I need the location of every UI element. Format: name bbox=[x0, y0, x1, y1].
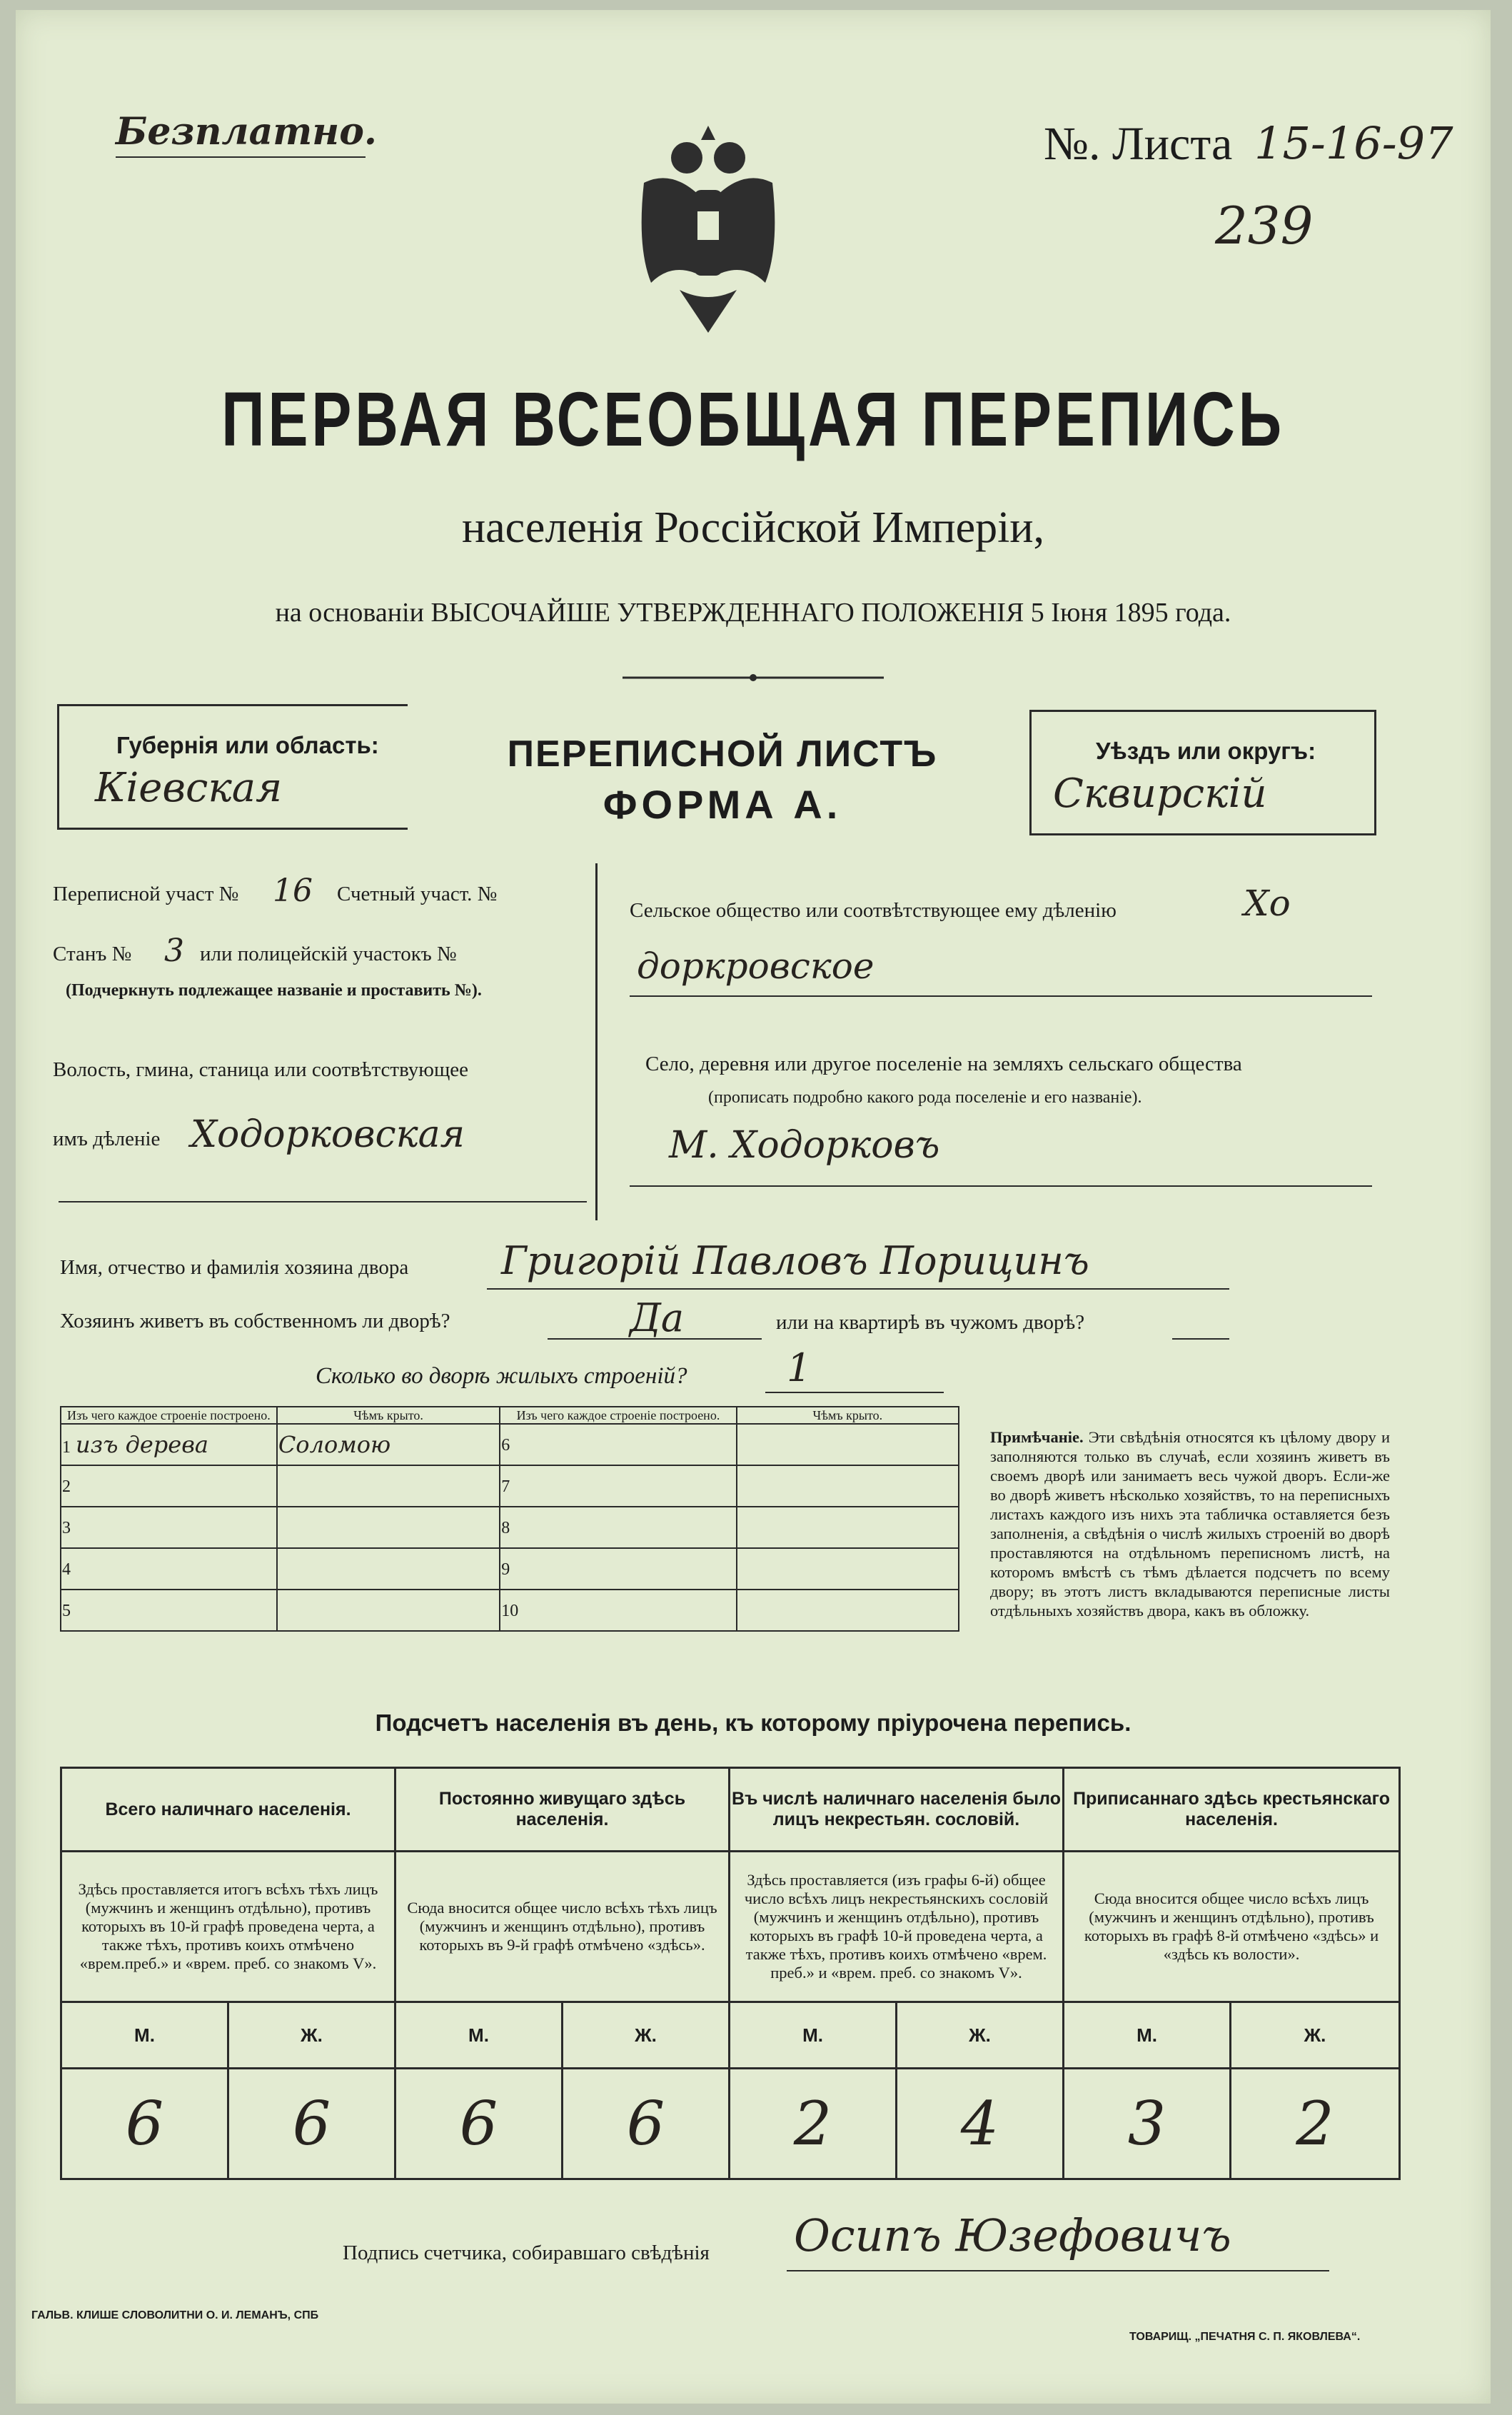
page-subtitle: населенія Россійской Имперіи, bbox=[461, 503, 1045, 552]
row-number: 10 bbox=[501, 1602, 519, 1620]
roof-cell bbox=[737, 1465, 959, 1507]
schetny-label: Счетный участ. № bbox=[337, 883, 498, 905]
count-col-2-header: Постоянно живущаго здѣсь населенія. bbox=[395, 1768, 730, 1852]
gubernia-value: Кіевская bbox=[95, 765, 283, 811]
ornament-divider bbox=[623, 674, 884, 681]
count-col-4-header: Приписаннаго здѣсь крестьянскаго населенія. bbox=[1064, 1768, 1400, 1852]
zh-label: Ж. bbox=[228, 2002, 395, 2069]
col-roof-header-right: Чѣмъ крыто. bbox=[737, 1407, 959, 1424]
note-text: Эти свѣдѣнія относятся къ цѣлому двору и заполняются только въ случаѣ, если хозяинъ живетъ въ своемъ дворѣ или занимаетъ весь чужой дворъ. Если-же во дворѣ живетъ нѣсколько хозяйствъ, то на переписныхъ листахъ каждого изъ нихъ эта табличка оставляется безъ заполненія, а свѣдѣнія о числѣ жилыхъ строеній во дворѣ проставляются на отдѣльномъ переписномъ листѣ, на которомъ вмѣстѣ съ тѣмъ дѣлается подсчетъ по всему двору; въ этотъ листъ вкладываются переписные листы отдѣльныхъ хозяйствъ двора, какъ въ обложку. bbox=[990, 1428, 1390, 1620]
roof-cell bbox=[737, 1590, 959, 1631]
uezd-box bbox=[1029, 710, 1376, 835]
material-value: изъ дерева bbox=[76, 1431, 208, 1458]
row-number: 7 bbox=[501, 1477, 510, 1496]
page-title: ПЕРВАЯ ВСЕОБЩАЯ ПЕРЕПИСЬ bbox=[221, 376, 1285, 462]
society-value-2: доркровское bbox=[637, 945, 875, 987]
signature-value: Осипъ Юзефовичъ bbox=[794, 2209, 1231, 2261]
society-value-1: Хо bbox=[1244, 883, 1291, 924]
m-label: М. bbox=[1064, 2002, 1231, 2069]
table-row bbox=[61, 1548, 959, 1590]
buildings-value: 1 bbox=[787, 1345, 812, 1390]
row-number: 4 bbox=[62, 1560, 71, 1579]
owner-rent-underline bbox=[1172, 1338, 1229, 1340]
row-number: 1 bbox=[62, 1438, 71, 1457]
roof-cell bbox=[737, 1507, 959, 1548]
village-note: (прописать подробно какого рода поселеніе и его названіе). bbox=[708, 1088, 1142, 1107]
count-col-3-desc: Здѣсь проставляется (изъ графы 6-й) общее число всѣхъ лицъ некрестьянскихъ сословій (мужчинъ и женщинъ отдѣльно), противъ которыхъ въ графѣ 10-й проведена черта, а также тѣхъ, противъ коихъ отмѣчено «врем. преб.» и «врем. преб. со знакомъ V». bbox=[730, 1852, 1064, 2002]
count-col-3-zh: 4 bbox=[897, 2069, 1064, 2179]
count-col-4-zh: 2 bbox=[1231, 2069, 1400, 2179]
m-label: М. bbox=[395, 2002, 563, 2069]
free-label: Безплатно. bbox=[116, 110, 377, 154]
sheet-number-label: №. Листа bbox=[1044, 118, 1233, 170]
zh-label: Ж. bbox=[563, 2002, 730, 2069]
roof-cell bbox=[737, 1548, 959, 1590]
uchastok-value: 16 bbox=[273, 873, 313, 909]
note-title: Примѣчаніе. bbox=[990, 1428, 1084, 1446]
free-underline bbox=[116, 156, 366, 158]
legal-basis: на основаніи ВЫСОЧАЙШЕ УТВЕРЖДЕННАГО ПОЛОЖЕНІЯ 5 Іюня 1895 года. bbox=[275, 598, 1231, 628]
form-subtitle: ФОРМА А. bbox=[603, 782, 842, 827]
village-label: Село, деревня или другое поселеніе на земляхъ сельскаго общества bbox=[645, 1053, 1242, 1075]
count-col-3-m: 2 bbox=[730, 2069, 897, 2179]
row-number: 9 bbox=[501, 1560, 510, 1579]
table-row bbox=[61, 1507, 959, 1548]
village-value: М. Ходорковъ bbox=[669, 1124, 940, 1167]
stan-label: Станъ № bbox=[53, 943, 132, 965]
underline-note: (Подчеркнуть подлежащее названіе и проставить №). bbox=[66, 981, 482, 1000]
table-row bbox=[61, 1465, 959, 1507]
roof-cell bbox=[277, 1507, 500, 1548]
buildings-underline bbox=[765, 1392, 944, 1393]
owner-lives-value: Да bbox=[630, 1295, 685, 1340]
m-label: М. bbox=[730, 2002, 897, 2069]
buildings-label: Сколько во дворѣ жилыхъ строеній? bbox=[316, 1363, 687, 1389]
roof-cell bbox=[737, 1424, 959, 1465]
count-col-1-header: Всего наличнаго населенія. bbox=[61, 1768, 395, 1852]
row-number: 3 bbox=[62, 1519, 71, 1537]
stan-value: 3 bbox=[164, 933, 184, 969]
uchastok-label: Переписной участ № bbox=[53, 883, 239, 905]
village-underline bbox=[630, 1185, 1372, 1187]
volost-underline bbox=[59, 1201, 587, 1203]
count-col-2-zh: 6 bbox=[563, 2069, 730, 2179]
printer-right: ТОВАРИЩ. „ПЕЧАТНЯ С. П. ЯКОВЛЕВА“. bbox=[1129, 2331, 1361, 2343]
row-number: 8 bbox=[501, 1519, 510, 1537]
census-sheet bbox=[16, 10, 1491, 2404]
owner-name-underline bbox=[487, 1288, 1229, 1290]
col-roof-header-left: Чѣмъ крыто. bbox=[277, 1407, 500, 1424]
sheet-number-second: 239 bbox=[1215, 196, 1314, 256]
col-material-header-left: Изъ чего каждое строеніе построено. bbox=[61, 1407, 277, 1424]
roof-cell bbox=[277, 1465, 500, 1507]
table-row bbox=[61, 1424, 959, 1465]
column-divider bbox=[595, 863, 598, 1220]
zh-label: Ж. bbox=[897, 2002, 1064, 2069]
police-label: или полицейскій участокъ № bbox=[200, 943, 457, 965]
signature-label: Подпись счетчика, собиравшаго свѣдѣнія bbox=[343, 2241, 710, 2264]
col-material-header-right: Изъ чего каждое строеніе построено. bbox=[500, 1407, 736, 1424]
count-col-1-desc: Здѣсь проставляется итогъ всѣхъ тѣхъ лицъ (мужчинъ и женщинъ отдѣльно), противъ которыхъ въ 10-й графѣ проведена черта, а также тѣхъ, противъ коихъ отмѣчено «врем.преб.» и «врем. преб. со знакомъ V». bbox=[61, 1852, 395, 2002]
count-col-1-zh: 6 bbox=[228, 2069, 395, 2179]
count-col-2-m: 6 bbox=[395, 2069, 563, 2179]
row-number: 2 bbox=[62, 1477, 71, 1496]
owner-lives-underline bbox=[548, 1338, 762, 1340]
count-col-4-m: 3 bbox=[1064, 2069, 1231, 2179]
count-col-4-desc: Сюда вносится общее число всѣхъ лицъ (мужчинъ и женщинъ отдѣльно), противъ которыхъ въ графѣ 8-й отмѣчено «здѣсь» и «здѣсь къ волости». bbox=[1064, 1852, 1400, 2002]
roof-value: Соломою bbox=[277, 1424, 500, 1465]
count-col-1-m: 6 bbox=[61, 2069, 228, 2179]
sheet-number-value: 15-16-97 bbox=[1254, 117, 1453, 169]
table-row bbox=[61, 1590, 959, 1631]
volost-label: Волость, гмина, станица или соотвѣтствующее bbox=[53, 1058, 469, 1081]
volost-value: Ходорковская bbox=[191, 1113, 465, 1156]
gubernia-label: Губернія или область: bbox=[116, 732, 379, 758]
gubernia-box bbox=[57, 704, 408, 830]
owner-name-label: Имя, отчество и фамилія хозяина двора bbox=[60, 1256, 409, 1279]
signature-underline bbox=[787, 2270, 1329, 2271]
imperial-eagle-emblem-icon bbox=[630, 119, 787, 354]
printer-left: ГАЛЬВ. КЛИШЕ СЛОВОЛИТНИ О. И. ЛЕМАНЪ, СПБ bbox=[31, 2309, 319, 2321]
owner-lives-label: Хозяинъ живетъ въ собственномъ ли дворѣ? bbox=[60, 1310, 450, 1332]
form-title: ПЕРЕПИСНОЙ ЛИСТЪ bbox=[507, 733, 938, 775]
society-underline bbox=[630, 995, 1372, 997]
owner-name-value: Григорій Павловъ Порицинъ bbox=[501, 1238, 1089, 1283]
population-count-table bbox=[60, 1767, 1401, 2180]
count-col-3-header: Въ числѣ наличнаго населенія было лицъ некрестьян. сословій. bbox=[730, 1768, 1064, 1852]
owner-rent-label: или на квартирѣ въ чужомъ дворѣ? bbox=[776, 1311, 1085, 1334]
zh-label: Ж. bbox=[1231, 2002, 1400, 2069]
uezd-value: Сквирскій bbox=[1053, 770, 1267, 817]
m-label: М. bbox=[61, 2002, 228, 2069]
count-heading: Подсчетъ населенія въ день, къ которому пріурочена перепись. bbox=[375, 1709, 1132, 1736]
volost-label-2: имъ дѣленіе bbox=[53, 1128, 161, 1150]
count-col-2-desc: Сюда вносится общее число всѣхъ тѣхъ лицъ (мужчинъ и женщинъ отдѣльно), противъ которыхъ въ 9-й графѣ отмѣчено «здѣсь». bbox=[395, 1852, 730, 2002]
roof-cell bbox=[277, 1548, 500, 1590]
society-label: Сельское общество или соотвѣтствующее ему дѣленію bbox=[630, 899, 1117, 922]
row-number: 5 bbox=[62, 1602, 71, 1620]
roof-cell bbox=[277, 1590, 500, 1631]
note-block bbox=[990, 1427, 1390, 1620]
row-number: 6 bbox=[501, 1436, 510, 1455]
uezd-label: Уѣздъ или округъ: bbox=[1096, 738, 1316, 764]
buildings-table bbox=[60, 1406, 959, 1632]
